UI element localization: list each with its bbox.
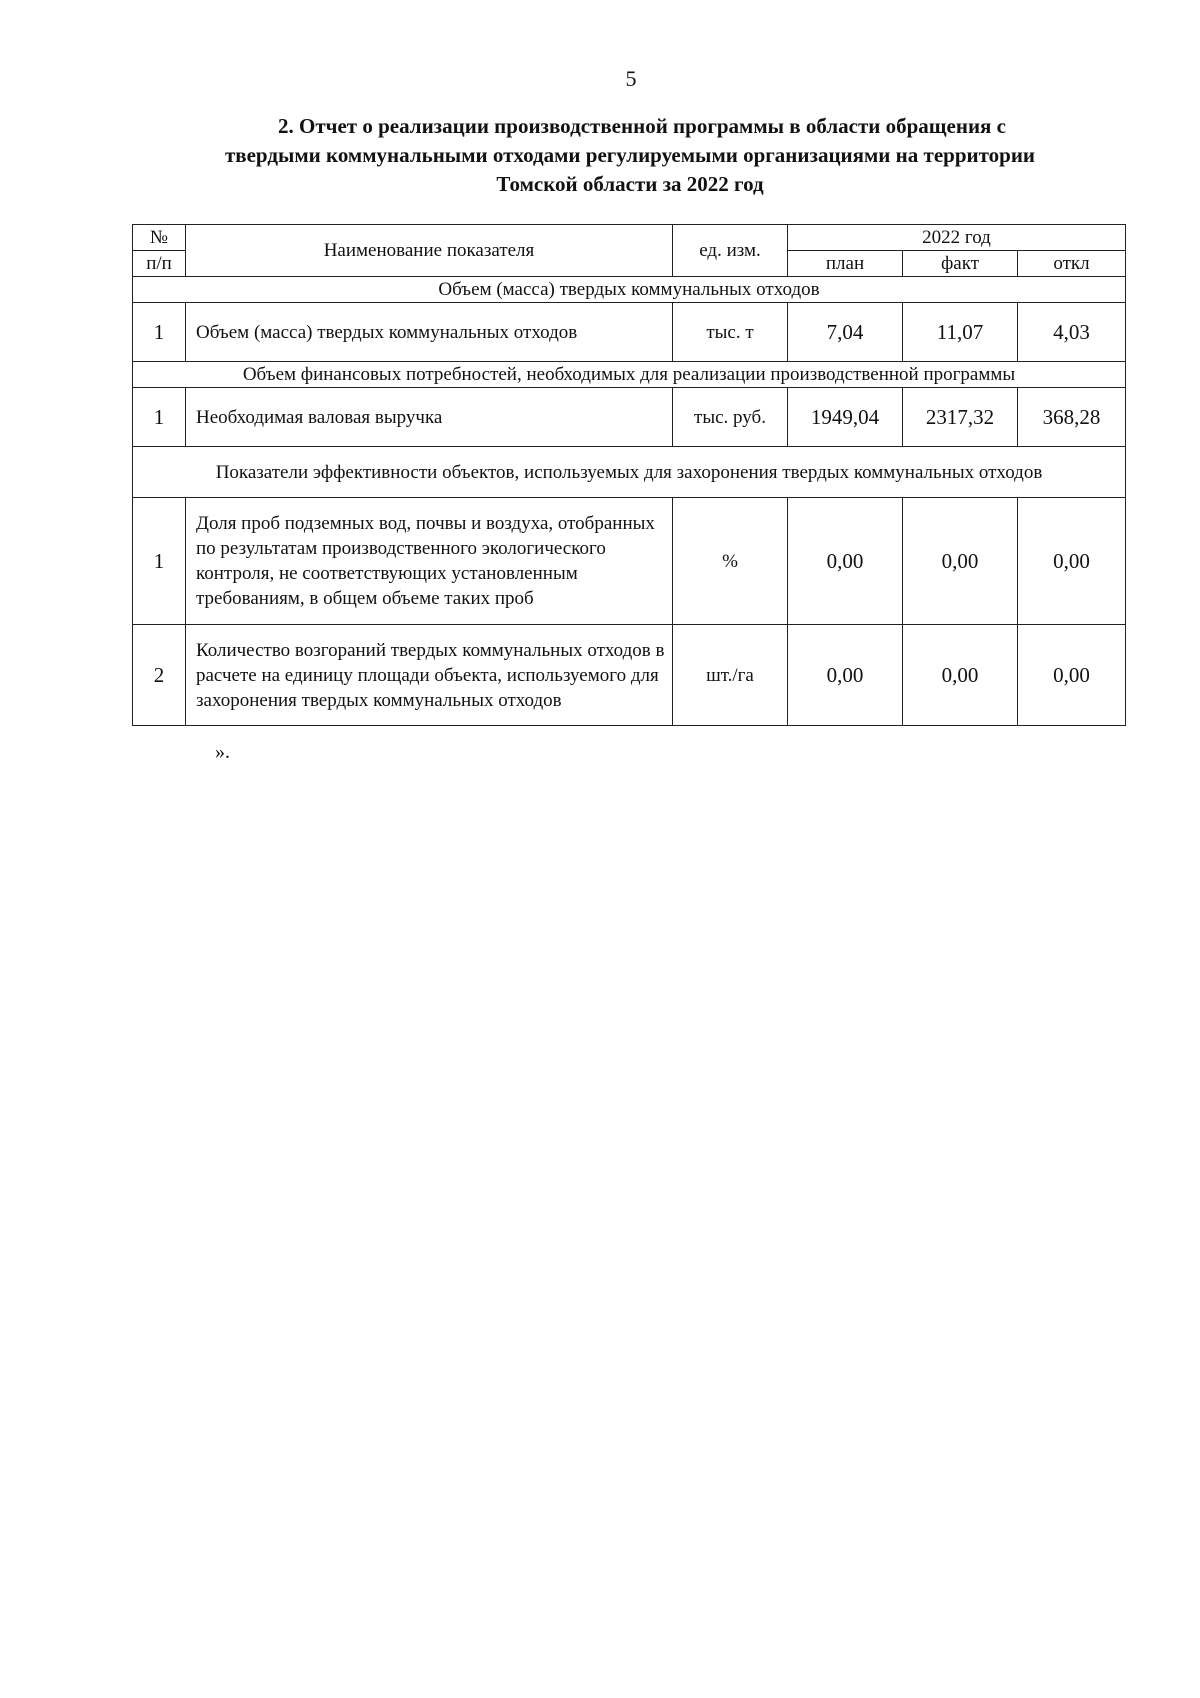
row-deviation: 4,03 bbox=[1018, 303, 1126, 362]
row-indicator-name: Доля проб подземных вод, почвы и воздуха, отобранных по результатам производственного экологического контроля, не соответствующих установленным требованиям, в общем объеме таких проб bbox=[186, 498, 673, 625]
section-row-waste-volume bbox=[133, 277, 1126, 303]
section-title: Объем финансовых потребностей, необходимых для реализации производственной программы bbox=[133, 362, 1126, 388]
table-row bbox=[133, 498, 1126, 625]
row-fact: 2317,32 bbox=[903, 388, 1018, 447]
report-title-line-1: 2. Отчет о реализации производственной программы в области обращения с bbox=[277, 114, 1006, 138]
row-number: 1 bbox=[133, 498, 186, 625]
row-indicator-name: Количество возгораний твердых коммунальных отходов в расчете на единицу площади объекта, используемого для захоронения твердых коммунальных отходов bbox=[186, 625, 673, 726]
table-header-row-1 bbox=[133, 225, 1126, 251]
row-plan: 7,04 bbox=[788, 303, 903, 362]
row-fact: 11,07 bbox=[903, 303, 1018, 362]
table-row bbox=[133, 388, 1126, 447]
header-num-top: № bbox=[133, 225, 186, 251]
row-deviation: 368,28 bbox=[1018, 388, 1126, 447]
header-plan: план bbox=[788, 251, 903, 277]
row-number: 2 bbox=[133, 625, 186, 726]
row-unit: тыс. руб. bbox=[673, 388, 788, 447]
table-row bbox=[133, 303, 1126, 362]
section-row-financial-needs bbox=[133, 362, 1126, 388]
report-title-line-2: твердыми коммунальными отходами регулируемыми организациями на территории bbox=[224, 143, 1036, 167]
closing-quote-mark: ». bbox=[215, 741, 230, 763]
header-name: Наименование показателя bbox=[186, 225, 673, 277]
header-deviation: откл bbox=[1018, 251, 1126, 277]
row-unit: тыс. т bbox=[673, 303, 788, 362]
row-plan: 0,00 bbox=[788, 625, 903, 726]
row-plan: 1949,04 bbox=[788, 388, 903, 447]
header-unit: ед. изм. bbox=[673, 225, 788, 277]
report-title-line-3: Томской области за 2022 год bbox=[496, 172, 764, 196]
header-num-bottom: п/п bbox=[133, 251, 186, 277]
header-fact: факт bbox=[903, 251, 1018, 277]
report-title bbox=[140, 112, 1120, 199]
row-number: 1 bbox=[133, 388, 186, 447]
section-title: Объем (масса) твердых коммунальных отходов bbox=[133, 277, 1126, 303]
row-fact: 0,00 bbox=[903, 625, 1018, 726]
table-row bbox=[133, 625, 1126, 726]
section-title: Показатели эффективности объектов, используемых для захоронения твердых коммунальных отходов bbox=[133, 447, 1126, 498]
row-indicator-name: Необходимая валовая выручка bbox=[186, 388, 673, 447]
row-unit: % bbox=[673, 498, 788, 625]
section-row-efficiency bbox=[133, 447, 1126, 498]
header-year: 2022 год bbox=[788, 225, 1126, 251]
production-program-report-table bbox=[132, 224, 1126, 726]
row-plan: 0,00 bbox=[788, 498, 903, 625]
row-number: 1 bbox=[133, 303, 186, 362]
row-unit: шт./га bbox=[673, 625, 788, 726]
row-fact: 0,00 bbox=[903, 498, 1018, 625]
row-deviation: 0,00 bbox=[1018, 498, 1126, 625]
row-indicator-name: Объем (масса) твердых коммунальных отходов bbox=[186, 303, 673, 362]
page-number: 5 bbox=[625, 66, 637, 91]
row-deviation: 0,00 bbox=[1018, 625, 1126, 726]
